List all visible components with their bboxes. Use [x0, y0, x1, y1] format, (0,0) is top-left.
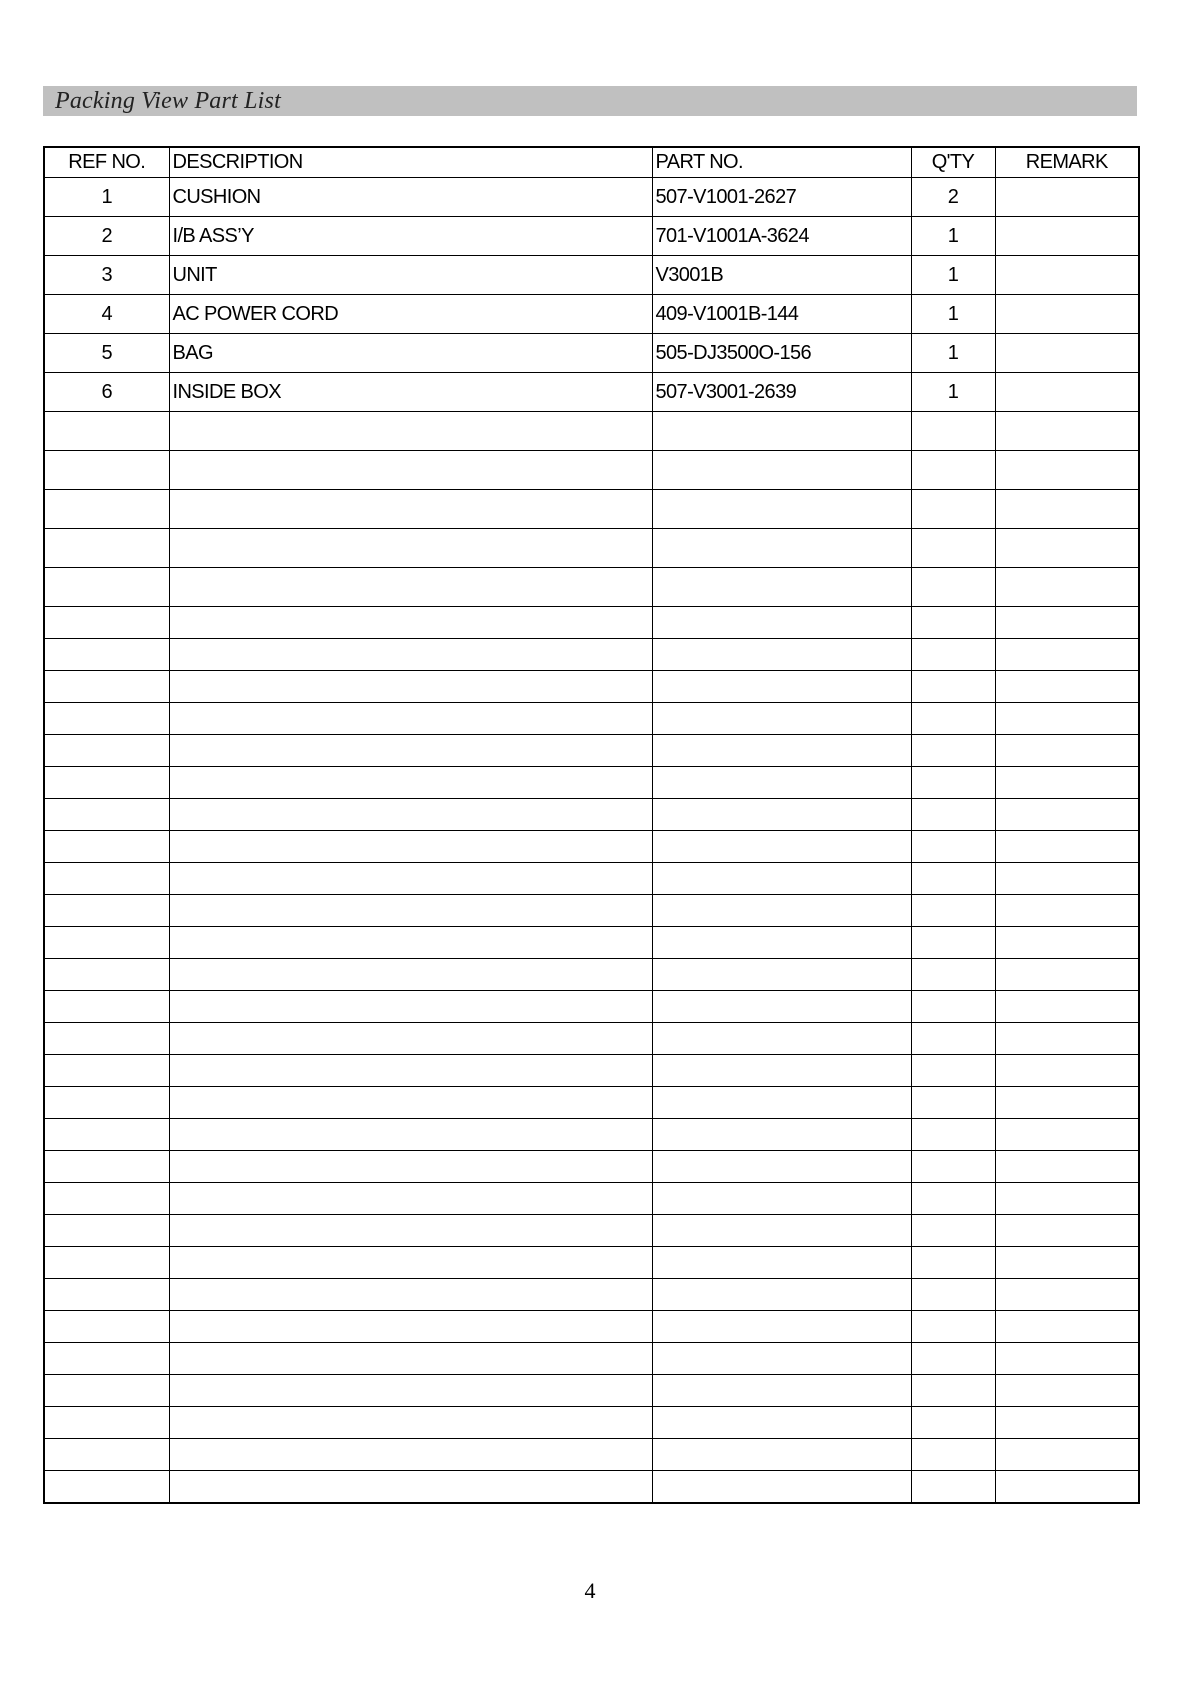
- cell-remark: [995, 735, 1139, 767]
- table-row-empty: [44, 1375, 1139, 1407]
- cell-description: UNIT: [169, 256, 652, 295]
- cell-remark: [995, 373, 1139, 412]
- cell-description: I/B ASS’Y: [169, 217, 652, 256]
- cell-remark: [995, 1247, 1139, 1279]
- cell-qty: [911, 568, 995, 607]
- table-row-empty: [44, 1247, 1139, 1279]
- cell-description: [169, 1087, 652, 1119]
- cell-qty: [911, 831, 995, 863]
- cell-ref-no: [44, 1311, 169, 1343]
- cell-remark: [995, 703, 1139, 735]
- cell-remark: [995, 1087, 1139, 1119]
- cell-ref-no: [44, 1279, 169, 1311]
- cell-description: [169, 1439, 652, 1471]
- cell-description: [169, 1215, 652, 1247]
- cell-qty: [911, 1247, 995, 1279]
- table-row-empty: [44, 1407, 1139, 1439]
- cell-ref-no: 1: [44, 178, 169, 217]
- table-row-empty: [44, 1279, 1139, 1311]
- cell-qty: [911, 703, 995, 735]
- cell-description: [169, 529, 652, 568]
- cell-ref-no: [44, 1375, 169, 1407]
- cell-description: [169, 1119, 652, 1151]
- cell-description: [169, 1183, 652, 1215]
- table-row-empty: [44, 1119, 1139, 1151]
- table-row-empty: [44, 959, 1139, 991]
- table-row-empty: [44, 1343, 1139, 1375]
- cell-ref-no: [44, 927, 169, 959]
- cell-part-no: [652, 1151, 911, 1183]
- table-row-empty: [44, 831, 1139, 863]
- cell-remark: [995, 1151, 1139, 1183]
- cell-description: [169, 1311, 652, 1343]
- cell-description: [169, 927, 652, 959]
- cell-qty: [911, 1119, 995, 1151]
- cell-ref-no: [44, 412, 169, 451]
- table-row-empty: [44, 1087, 1139, 1119]
- cell-description: [169, 671, 652, 703]
- cell-ref-no: [44, 831, 169, 863]
- cell-qty: [911, 1087, 995, 1119]
- cell-ref-no: [44, 1247, 169, 1279]
- table-row-empty: [44, 607, 1139, 639]
- cell-qty: [911, 1407, 995, 1439]
- cell-part-no: [652, 735, 911, 767]
- cell-part-no: [652, 959, 911, 991]
- cell-description: [169, 1151, 652, 1183]
- cell-remark: [995, 1119, 1139, 1151]
- cell-part-no: [652, 1407, 911, 1439]
- header-part-no: PART NO.: [652, 147, 911, 178]
- cell-ref-no: [44, 959, 169, 991]
- header-qty: Q'TY: [911, 147, 995, 178]
- table-row: [44, 178, 1139, 217]
- cell-remark: [995, 1279, 1139, 1311]
- cell-ref-no: [44, 767, 169, 799]
- cell-description: INSIDE BOX: [169, 373, 652, 412]
- cell-remark: [995, 568, 1139, 607]
- cell-description: [169, 703, 652, 735]
- cell-description: [169, 959, 652, 991]
- cell-ref-no: 2: [44, 217, 169, 256]
- cell-ref-no: [44, 529, 169, 568]
- cell-remark: [995, 490, 1139, 529]
- cell-part-no: [652, 1119, 911, 1151]
- table-row-empty: [44, 863, 1139, 895]
- table-row: [44, 217, 1139, 256]
- cell-ref-no: [44, 1183, 169, 1215]
- cell-remark: [995, 1055, 1139, 1087]
- cell-description: [169, 1343, 652, 1375]
- table-row-empty: [44, 490, 1139, 529]
- cell-remark: [995, 1183, 1139, 1215]
- table-row: [44, 373, 1139, 412]
- cell-part-no: 505-DJ3500O-156: [652, 334, 911, 373]
- cell-ref-no: [44, 1119, 169, 1151]
- table-row-empty: [44, 451, 1139, 490]
- cell-part-no: V3001B: [652, 256, 911, 295]
- table-row-empty: [44, 735, 1139, 767]
- cell-remark: [995, 1023, 1139, 1055]
- cell-ref-no: [44, 1087, 169, 1119]
- cell-description: [169, 1023, 652, 1055]
- cell-description: CUSHION: [169, 178, 652, 217]
- cell-remark: [995, 1215, 1139, 1247]
- cell-part-no: [652, 639, 911, 671]
- cell-ref-no: 3: [44, 256, 169, 295]
- cell-remark: [995, 334, 1139, 373]
- cell-ref-no: [44, 1055, 169, 1087]
- table-row-empty: [44, 703, 1139, 735]
- cell-qty: [911, 991, 995, 1023]
- cell-qty: [911, 1343, 995, 1375]
- cell-ref-no: [44, 1439, 169, 1471]
- cell-ref-no: [44, 1343, 169, 1375]
- cell-part-no: [652, 412, 911, 451]
- cell-qty: [911, 1055, 995, 1087]
- cell-description: [169, 412, 652, 451]
- section-title-bar: [43, 86, 1137, 116]
- cell-qty: [911, 639, 995, 671]
- table-row-empty: [44, 927, 1139, 959]
- cell-qty: [911, 671, 995, 703]
- table-row: [44, 334, 1139, 373]
- cell-description: [169, 1407, 652, 1439]
- table-row-empty: [44, 1151, 1139, 1183]
- cell-qty: 1: [911, 373, 995, 412]
- cell-ref-no: [44, 991, 169, 1023]
- cell-qty: 1: [911, 295, 995, 334]
- cell-qty: [911, 799, 995, 831]
- cell-part-no: [652, 671, 911, 703]
- cell-description: [169, 895, 652, 927]
- page-title: Packing View Part List: [55, 87, 281, 114]
- cell-description: [169, 863, 652, 895]
- cell-remark: [995, 1471, 1139, 1504]
- cell-part-no: [652, 927, 911, 959]
- cell-part-no: 409-V1001B-144: [652, 295, 911, 334]
- table-row-empty: [44, 1215, 1139, 1247]
- cell-remark: [995, 863, 1139, 895]
- cell-part-no: [652, 1471, 911, 1504]
- cell-part-no: [652, 490, 911, 529]
- cell-part-no: [652, 831, 911, 863]
- cell-ref-no: [44, 1407, 169, 1439]
- cell-ref-no: [44, 451, 169, 490]
- cell-ref-no: [44, 1215, 169, 1247]
- table-row-empty: [44, 799, 1139, 831]
- table-row-empty: [44, 639, 1139, 671]
- cell-part-no: [652, 1375, 911, 1407]
- cell-part-no: [652, 895, 911, 927]
- cell-part-no: [652, 863, 911, 895]
- cell-ref-no: [44, 490, 169, 529]
- cell-ref-no: [44, 799, 169, 831]
- cell-qty: [911, 1023, 995, 1055]
- cell-qty: [911, 1439, 995, 1471]
- cell-remark: [995, 1407, 1139, 1439]
- cell-part-no: [652, 1439, 911, 1471]
- table-row-empty: [44, 1471, 1139, 1504]
- table-row-empty: [44, 529, 1139, 568]
- cell-ref-no: [44, 703, 169, 735]
- cell-part-no: 507-V3001-2639: [652, 373, 911, 412]
- table-row-empty: [44, 568, 1139, 607]
- table-row-empty: [44, 991, 1139, 1023]
- cell-part-no: [652, 1215, 911, 1247]
- cell-qty: [911, 490, 995, 529]
- cell-ref-no: [44, 1023, 169, 1055]
- table-row: [44, 295, 1139, 334]
- cell-ref-no: [44, 607, 169, 639]
- parts-table: [43, 146, 1140, 1504]
- cell-part-no: [652, 1183, 911, 1215]
- cell-remark: [995, 959, 1139, 991]
- cell-part-no: [652, 1055, 911, 1087]
- cell-part-no: 701-V1001A-3624: [652, 217, 911, 256]
- cell-ref-no: [44, 568, 169, 607]
- table-row-empty: [44, 412, 1139, 451]
- table-row-empty: [44, 1439, 1139, 1471]
- cell-part-no: [652, 767, 911, 799]
- cell-ref-no: [44, 863, 169, 895]
- cell-ref-no: [44, 671, 169, 703]
- cell-remark: [995, 767, 1139, 799]
- cell-description: [169, 831, 652, 863]
- table-row-empty: [44, 1055, 1139, 1087]
- cell-qty: [911, 529, 995, 568]
- cell-qty: [911, 895, 995, 927]
- cell-remark: [995, 799, 1139, 831]
- cell-qty: [911, 735, 995, 767]
- cell-remark: [995, 178, 1139, 217]
- cell-part-no: [652, 529, 911, 568]
- table-row-empty: [44, 1023, 1139, 1055]
- cell-remark: [995, 256, 1139, 295]
- cell-qty: 2: [911, 178, 995, 217]
- cell-part-no: 507-V1001-2627: [652, 178, 911, 217]
- cell-ref-no: 5: [44, 334, 169, 373]
- cell-part-no: [652, 568, 911, 607]
- cell-remark: [995, 639, 1139, 671]
- cell-description: [169, 1279, 652, 1311]
- cell-description: [169, 451, 652, 490]
- header-ref-no: REF NO.: [44, 147, 169, 178]
- cell-qty: [911, 1375, 995, 1407]
- cell-qty: [911, 1215, 995, 1247]
- cell-remark: [995, 895, 1139, 927]
- cell-qty: [911, 1311, 995, 1343]
- cell-remark: [995, 927, 1139, 959]
- cell-remark: [995, 671, 1139, 703]
- cell-part-no: [652, 1343, 911, 1375]
- cell-part-no: [652, 991, 911, 1023]
- cell-remark: [995, 1375, 1139, 1407]
- table-row-empty: [44, 895, 1139, 927]
- cell-part-no: [652, 1023, 911, 1055]
- cell-part-no: [652, 1247, 911, 1279]
- cell-part-no: [652, 451, 911, 490]
- cell-description: [169, 1247, 652, 1279]
- cell-qty: 1: [911, 217, 995, 256]
- cell-qty: [911, 767, 995, 799]
- cell-description: [169, 767, 652, 799]
- cell-qty: [911, 927, 995, 959]
- cell-qty: [911, 1279, 995, 1311]
- cell-ref-no: [44, 735, 169, 767]
- cell-part-no: [652, 703, 911, 735]
- cell-qty: [911, 1151, 995, 1183]
- table-header-row: [44, 147, 1139, 178]
- cell-part-no: [652, 1311, 911, 1343]
- cell-remark: [995, 451, 1139, 490]
- cell-remark: [995, 295, 1139, 334]
- page-number: 4: [584, 1578, 596, 1603]
- cell-remark: [995, 991, 1139, 1023]
- cell-qty: [911, 607, 995, 639]
- cell-ref-no: [44, 1471, 169, 1504]
- cell-part-no: [652, 1087, 911, 1119]
- cell-qty: 1: [911, 256, 995, 295]
- header-description: DESCRIPTION: [169, 147, 652, 178]
- cell-description: [169, 568, 652, 607]
- cell-remark: [995, 831, 1139, 863]
- cell-description: [169, 1471, 652, 1504]
- cell-ref-no: 6: [44, 373, 169, 412]
- cell-remark: [995, 529, 1139, 568]
- cell-description: BAG: [169, 334, 652, 373]
- table-body: [44, 178, 1139, 1504]
- cell-description: [169, 735, 652, 767]
- cell-description: [169, 639, 652, 671]
- table-row: [44, 256, 1139, 295]
- cell-remark: [995, 1439, 1139, 1471]
- cell-part-no: [652, 607, 911, 639]
- cell-remark: [995, 412, 1139, 451]
- cell-qty: [911, 1183, 995, 1215]
- cell-qty: 1: [911, 334, 995, 373]
- cell-remark: [995, 1311, 1139, 1343]
- cell-part-no: [652, 1279, 911, 1311]
- cell-ref-no: [44, 1151, 169, 1183]
- cell-remark: [995, 217, 1139, 256]
- cell-ref-no: 4: [44, 295, 169, 334]
- cell-remark: [995, 1343, 1139, 1375]
- cell-qty: [911, 412, 995, 451]
- cell-description: [169, 1055, 652, 1087]
- header-remark: REMARK: [995, 147, 1139, 178]
- cell-description: [169, 490, 652, 529]
- table-row-empty: [44, 671, 1139, 703]
- cell-remark: [995, 607, 1139, 639]
- cell-description: [169, 607, 652, 639]
- cell-description: [169, 1375, 652, 1407]
- cell-qty: [911, 959, 995, 991]
- cell-qty: [911, 451, 995, 490]
- table-row-empty: [44, 1311, 1139, 1343]
- cell-description: [169, 991, 652, 1023]
- cell-qty: [911, 863, 995, 895]
- cell-description: [169, 799, 652, 831]
- cell-part-no: [652, 799, 911, 831]
- cell-ref-no: [44, 895, 169, 927]
- cell-qty: [911, 1471, 995, 1504]
- table-row-empty: [44, 767, 1139, 799]
- table-row-empty: [44, 1183, 1139, 1215]
- cell-description: AC POWER CORD: [169, 295, 652, 334]
- cell-ref-no: [44, 639, 169, 671]
